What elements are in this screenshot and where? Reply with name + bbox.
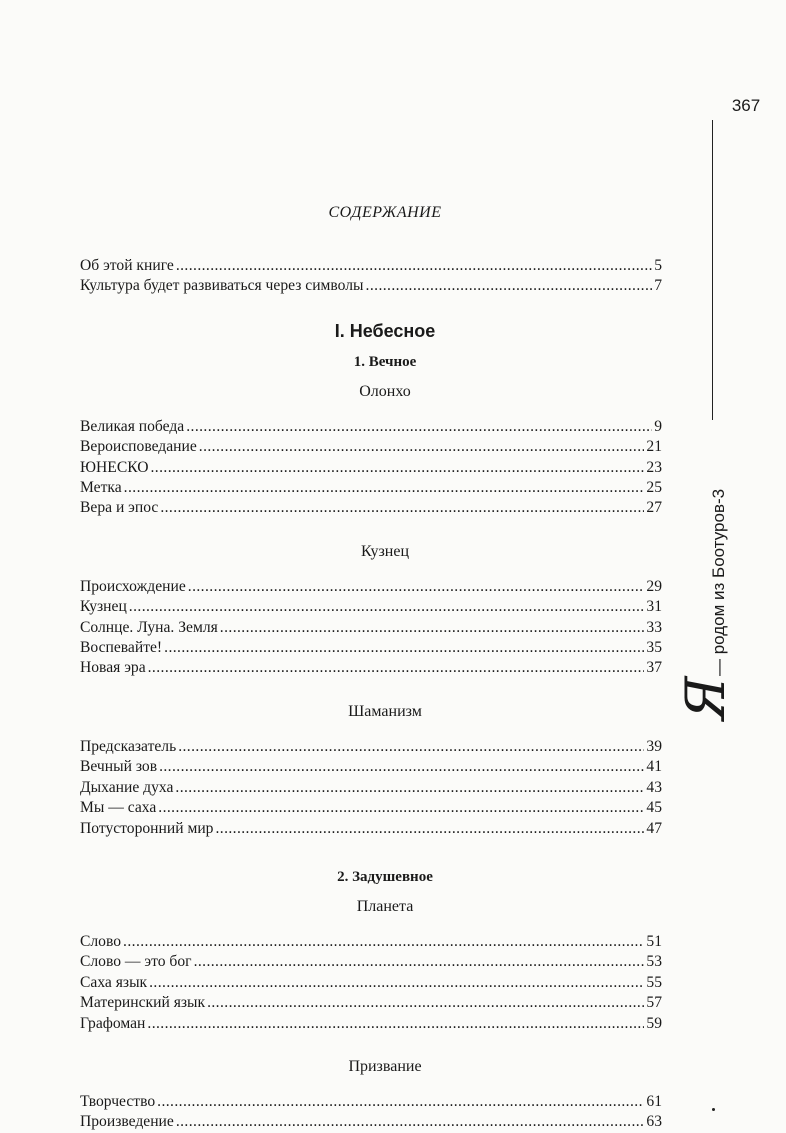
toc-entry[interactable] — [80, 819, 662, 839]
toc-entry[interactable] — [80, 256, 662, 276]
section-entries — [80, 417, 660, 519]
toc-entry-page: 39 — [646, 737, 662, 755]
toc-entry[interactable] — [80, 757, 662, 777]
toc-entry[interactable] — [80, 478, 662, 498]
toc-entry[interactable] — [80, 577, 662, 597]
toc-entry[interactable] — [80, 1092, 662, 1112]
toc-entry-label: Предсказатель — [80, 737, 177, 755]
toc-entry-leader — [176, 1112, 645, 1132]
toc-entry[interactable] — [80, 1014, 662, 1034]
toc-entry-page: 5 — [654, 257, 662, 274]
section-title: Кузнец — [360, 542, 409, 560]
page-number: 367 — [731, 96, 761, 115]
chapter-title: 2. Задушевное — [337, 868, 433, 885]
toc-entry[interactable] — [80, 417, 662, 437]
toc-entry-page: 37 — [646, 659, 662, 677]
running-title-svg — [666, 420, 776, 740]
section-entries — [80, 1092, 660, 1133]
toc-entry-label: Слово — [80, 932, 122, 950]
toc-entry-label: Метка — [80, 479, 122, 497]
toc-entry-leader — [123, 932, 644, 952]
section-title: Шаманизм — [348, 702, 422, 720]
toc-entry-leader — [148, 658, 645, 678]
section-entries — [80, 737, 660, 839]
toc-entry-page: 63 — [646, 1113, 662, 1131]
toc-entry-page: 25 — [646, 479, 662, 497]
toc-entry[interactable] — [80, 658, 662, 678]
toc-entry-label: Культура будет развиваться через символы — [80, 277, 364, 295]
toc-entry-page: 23 — [646, 458, 662, 476]
toc-entry[interactable] — [80, 1112, 662, 1132]
toc-entry-page: 53 — [646, 953, 662, 971]
running-title-initial: Я — [674, 676, 737, 720]
toc-entry-leader — [129, 597, 645, 617]
toc-entry-leader — [186, 417, 652, 437]
toc-entry-leader — [194, 952, 645, 972]
toc-entry[interactable] — [80, 618, 662, 638]
toc-entry-leader — [175, 778, 644, 798]
chapter-title: 1. Вечное — [353, 353, 417, 370]
section-entries — [80, 932, 660, 1034]
toc-entry-label: Потусторонний мир — [80, 819, 214, 837]
toc-entry[interactable] — [80, 993, 662, 1013]
toc-entry[interactable] — [80, 597, 662, 617]
toc-entry-label: Воспевайте! — [80, 639, 163, 657]
part-title: I. Небесное — [334, 320, 436, 341]
toc-entry-label: Мы — саха — [80, 799, 157, 817]
toc-entry-page: 33 — [646, 618, 662, 636]
toc-entry-label: Вечный зов — [80, 758, 158, 776]
toc-entry[interactable] — [80, 737, 662, 757]
toc-entry-page: 51 — [646, 932, 662, 950]
toc-entry-leader — [176, 256, 652, 276]
toc-entry-page: 7 — [654, 277, 662, 295]
toc-entry-leader — [366, 276, 653, 296]
toc-entry-label: Саха язык — [80, 973, 148, 991]
toc-entry-leader — [160, 498, 644, 518]
toc-entry-label: Новая эра — [80, 659, 146, 677]
toc-entry-page: 45 — [646, 799, 662, 817]
section-entries — [80, 577, 660, 679]
toc-entry-label: Происхождение — [80, 577, 186, 595]
toc-entry-page: 31 — [646, 598, 662, 616]
toc-entry-page: 29 — [646, 577, 662, 595]
header-vertical-rule — [712, 120, 713, 420]
toc-entry-leader — [199, 437, 645, 457]
toc-entry-leader — [157, 1092, 644, 1112]
toc-entry[interactable] — [80, 932, 662, 952]
toc-entry[interactable] — [80, 798, 662, 818]
toc-entry-label: Вера и эпос — [80, 499, 159, 517]
print-speck — [712, 1108, 715, 1111]
toc-entry-page: 57 — [646, 994, 662, 1012]
running-title — [666, 420, 776, 740]
section-title: Олонхо — [359, 382, 411, 400]
toc-entry-leader — [151, 458, 645, 478]
toc-entry-leader — [207, 993, 644, 1013]
toc-entry-label: Произведение — [80, 1113, 174, 1131]
toc-entry-page: 35 — [646, 639, 662, 657]
toc-entry-leader — [164, 638, 644, 658]
toc-entry-page: 27 — [646, 499, 662, 517]
toc-title — [80, 204, 660, 222]
toc-entry-page: 55 — [646, 973, 662, 991]
toc-entry[interactable] — [80, 498, 662, 518]
toc-entry-label: Об этой книге — [80, 257, 174, 274]
toc-entry-leader — [147, 1014, 644, 1034]
toc-entry-label: Творчество — [80, 1092, 156, 1110]
toc-title-text: СОДЕРЖАНИЕ — [328, 204, 442, 221]
toc-entry[interactable] — [80, 778, 662, 798]
toc-entry[interactable] — [80, 638, 662, 658]
section-title: Планета — [356, 897, 414, 915]
toc-intro-entries — [80, 256, 660, 297]
toc-entry-label: Вероисповедание — [80, 438, 197, 456]
table-of-contents — [80, 204, 660, 1133]
toc-entry-leader — [124, 478, 645, 498]
toc-entry-page: 43 — [646, 778, 662, 796]
toc-entry[interactable] — [80, 458, 662, 478]
toc-entry-label: Великая победа — [80, 417, 185, 435]
toc-entry-leader — [159, 757, 644, 777]
toc-entry-page: 61 — [646, 1092, 662, 1110]
toc-entry-label: Солнце. Луна. Земля — [80, 618, 218, 636]
toc-entry-leader — [220, 618, 645, 638]
toc-entry-label: Графоман — [80, 1014, 146, 1032]
toc-entry-page: 9 — [654, 417, 662, 435]
running-title-text: — родом из Боотуров-3 — [709, 488, 728, 676]
toc-entry-label: Дыхание духа — [80, 778, 174, 796]
toc-entry[interactable] — [80, 973, 662, 993]
toc-entry-leader — [149, 973, 644, 993]
toc-entry-page: 59 — [646, 1014, 662, 1032]
toc-entry-leader — [158, 798, 644, 818]
toc-entry-page: 21 — [646, 438, 662, 456]
section-title: Призвание — [348, 1057, 422, 1075]
toc-entry-page: 41 — [646, 758, 662, 776]
toc-entry-label: Слово — это бог — [80, 953, 192, 971]
toc-entry[interactable] — [80, 276, 662, 296]
toc-entry-label: Кузнец — [80, 598, 127, 616]
toc-entry-label: Материнский язык — [80, 994, 206, 1012]
toc-entry-label: ЮНЕСКО — [80, 458, 149, 476]
toc-entry-page: 47 — [646, 819, 662, 837]
toc-entry[interactable] — [80, 437, 662, 457]
toc-entry-leader — [178, 737, 644, 757]
toc-entry-leader — [188, 577, 645, 597]
toc-entry[interactable] — [80, 952, 662, 972]
toc-entry-leader — [215, 819, 644, 839]
